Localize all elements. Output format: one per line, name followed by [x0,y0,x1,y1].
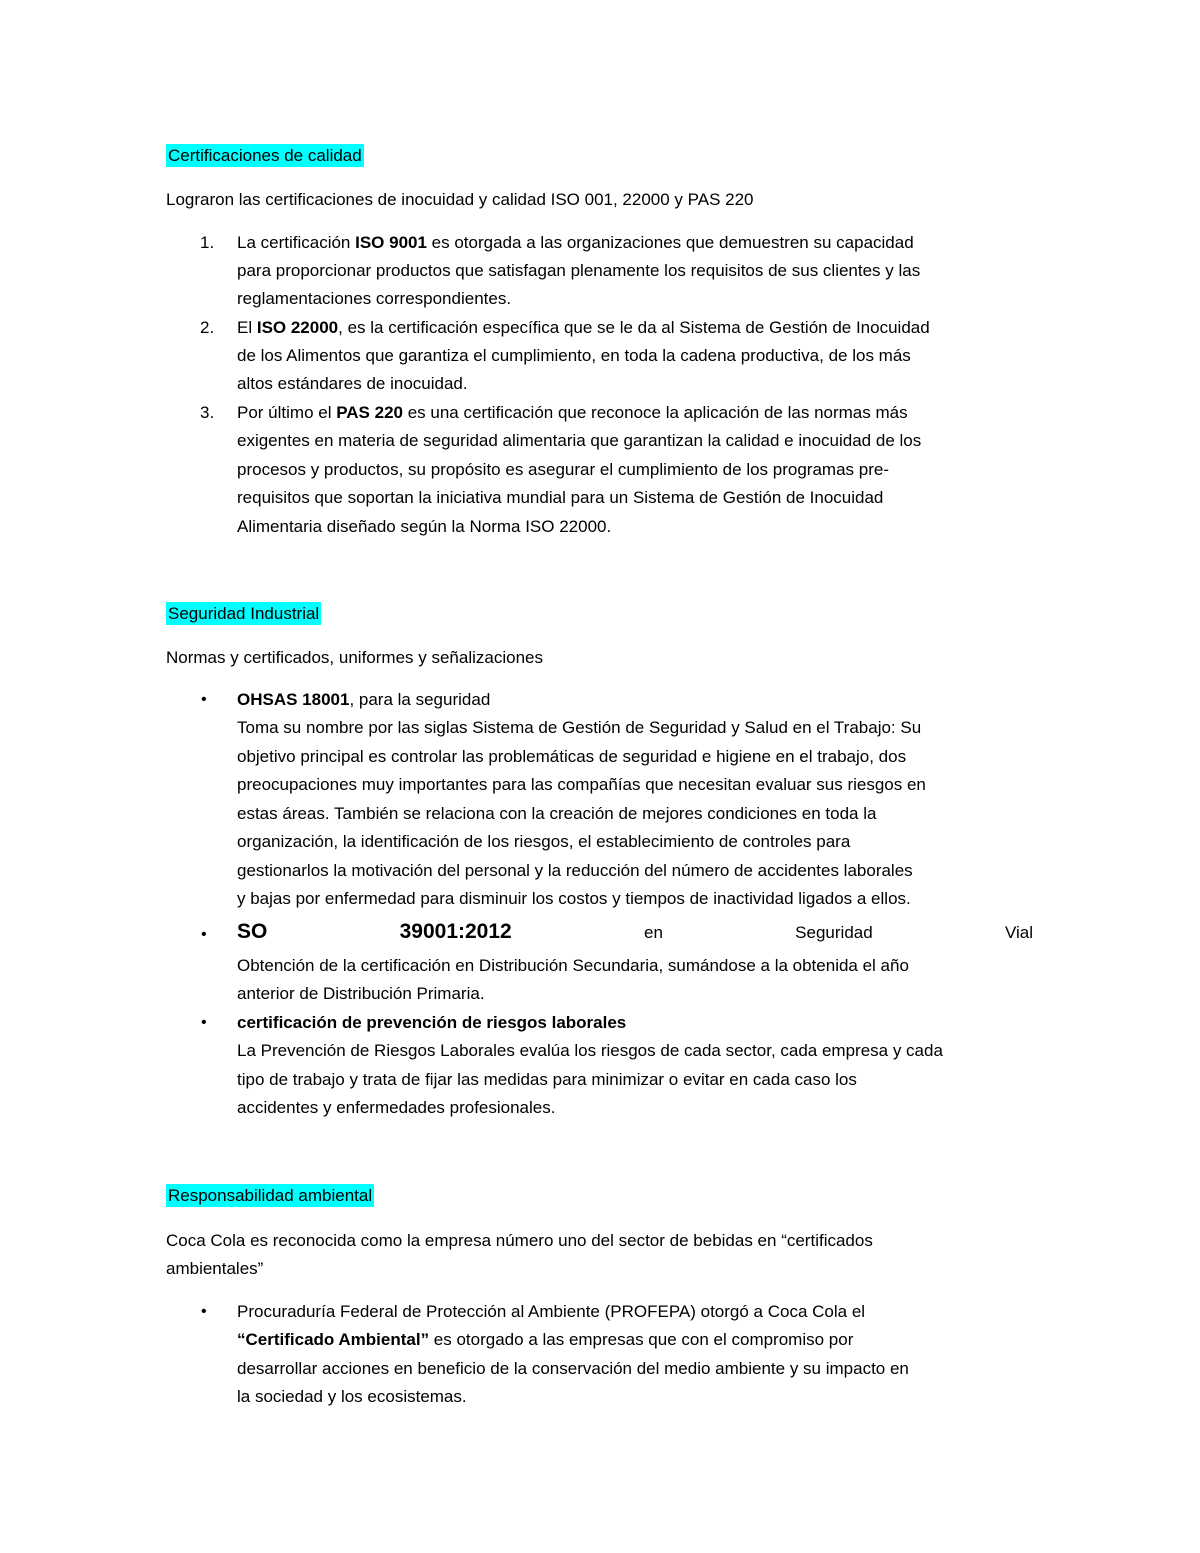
bullet-icon: • [201,926,207,943]
intro-ambiental-line-2: ambientales” [166,1259,264,1278]
pas-220-label: PAS 220 [336,403,403,422]
list-item-3-line-1: Por último el PAS 220 es una certificación que reconoce la aplicación de las normas más [237,403,908,422]
list-item-3-line-3: procesos y productos, su propósito es asegurar el cumplimiento de los programas pre- [237,460,889,479]
bullet-3-line-1: La Prevención de Riesgos Laborales evalúa los riesgos de cada sector, cada empresa y cada [237,1041,943,1060]
intro-seguridad: Normas y certificados, uniformes y señalizaciones [166,648,543,667]
list-item-3-line-2: exigentes en materia de seguridad alimentaria que garantizan la calidad e inocuidad de los [237,431,922,450]
list-marker-2: 2. [200,318,215,337]
heading-responsabilidad-ambiental [166,1186,374,1206]
list-item-3-line-5: Alimentaria diseñado según la Norma ISO 22000. [237,517,612,536]
heading-responsabilidad-ambiental-text: Responsabilidad ambiental [168,1186,373,1205]
list-marker-3: 3. [200,403,215,422]
list-item-2-line-3: altos estándares de inocuidad. [237,374,468,393]
intro-certificaciones: Lograron las certificaciones de inocuidad y calidad ISO 001, 22000 y PAS 220 [166,190,754,209]
bullet-1-line-6: gestionarlos la motivación del personal y la reducción del número de accidentes laborales [237,861,913,880]
iso-9001-label: ISO 9001 [355,233,427,252]
list-item-1-line-2: para proporcionar productos que satisfagan plenamente los requisitos de sus clientes y las [237,261,921,280]
ambiental-item-line-3: desarrollar acciones en beneficio de la conservación del medio ambiente y su impacto en [237,1359,909,1378]
iso-22000-label: ISO 22000 [256,318,339,337]
prevencion-riesgos-label: certificación de prevención de riesgos laborales [237,1013,627,1032]
bullet-icon: • [201,1014,207,1031]
bullet-3-title [237,1013,626,1033]
bullet-2-line-1: Obtención de la certificación en Distribución Secundaria, sumándose a la obtenida el año [237,956,909,975]
certificado-ambiental-label: “Certificado Ambiental” [237,1330,430,1349]
list-item-1-line-3: reglamentaciones correspondientes. [237,289,512,308]
list-item-1-line-1: La certificación ISO 9001 es otorgada a las organizaciones que demuestren su capacidad [237,233,914,252]
ambiental-item-line-4: la sociedad y los ecosistemas. [237,1387,467,1406]
bullet-1-line-3: preocupaciones muy importantes para las compañías que necesitan evaluar sus riesgos en [237,775,926,794]
bullet-icon: • [201,1303,207,1320]
list-marker-1: 1. [200,233,215,252]
iso-39001-number: 39001:2012 [399,920,512,943]
ambiental-item-line-1: Procuraduría Federal de Protección al Ambiente (PROFEPA) otorgó a Coca Cola el [237,1302,866,1321]
list-item-2-line-1: El ISO 22000, es la certificación específica que se le da al Sistema de Gestión de Inocuidad [237,318,930,337]
ohsas-label: OHSAS 18001 [237,690,350,709]
bullet-3-line-2: tipo de trabajo y trata de fijar las medidas para minimizar o evitar en cada caso los [237,1070,857,1089]
bullet-3-line-3: accidentes y enfermedades profesionales. [237,1098,556,1117]
iso-39001-prefix: SO [237,920,268,943]
bullet-2-line-2: anterior de Distribución Primaria. [237,984,485,1003]
bullet-icon: • [201,691,207,708]
bullet-1-line-5: organización, la identificación de los riesgos, el establecimiento de controles para [237,832,851,851]
bullet-1-line-4: estas áreas. También se relaciona con la creación de mejores condiciones en toda la [237,804,877,823]
heading-seguridad-industrial-text: Seguridad Industrial [168,604,320,623]
bullet-1-line-7: y bajas por enfermedad para disminuir los costos y tiempos de inactividad ligados a ellos. [237,889,911,908]
bullet-1-title: OHSAS 18001, para la seguridad [237,690,491,709]
list-item-3-line-4: requisitos que soportan la iniciativa mundial para un Sistema de Gestión de Inocuidad [237,488,884,507]
bullet-1-line-1: Toma su nombre por las siglas Sistema de Gestión de Seguridad y Salud en el Trabajo: Su [237,718,922,737]
heading-certificaciones [166,146,364,166]
list-item-2-line-2: de los Alimentos que garantiza el cumplimiento, en toda la cadena productiva, de los más [237,346,911,365]
bullet-2-title: SO 39001:2012 en Seguridad Vial [237,920,1033,943]
heading-seguridad-industrial [166,604,321,624]
intro-ambiental-line-1: Coca Cola es reconocida como la empresa número uno del sector de bebidas en “certificados [166,1231,873,1250]
ambiental-item-line-2: “Certificado Ambiental” es otorgado a las empresas que con el compromiso por [237,1330,854,1349]
heading-certificaciones-text: Certificaciones de calidad [168,146,362,165]
bullet-1-line-2: objetivo principal es controlar las problemáticas de seguridad e higiene en el trabajo, dos [237,747,907,766]
